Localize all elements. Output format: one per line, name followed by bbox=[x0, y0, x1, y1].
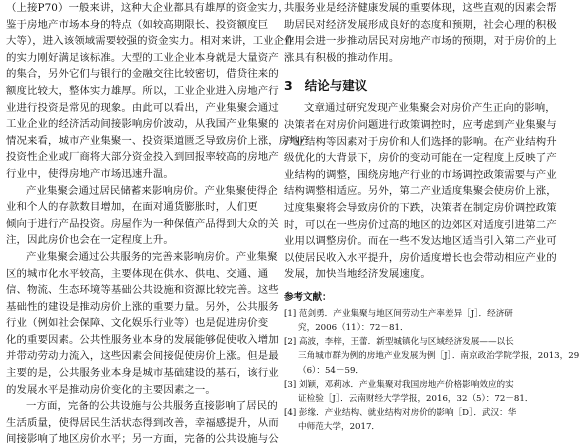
text-line: 并带动劳动力流入，这些因素会间接促使房价上涨。但是最 bbox=[6, 350, 279, 363]
text-line: 级优化的大背景下，房价的变动可能在一定程度上反映了产 bbox=[284, 152, 557, 165]
text-line: 业结构的调整，围绕房地产行业的市场调控政策需要与产业 bbox=[284, 168, 557, 181]
text-line: 决策者在对房价问题进行政策调控时，应考虑到产业集聚与 bbox=[284, 118, 557, 131]
continued-paragraph bbox=[284, 0, 557, 66]
text-line: 情况来看，城市产业集聚一、投资渠道匮乏导致房价上涨，房地产 bbox=[6, 134, 311, 147]
reference-item bbox=[284, 307, 550, 335]
reference-line: [1] 范剑勇．产业集聚与地区间劳动生产率差异［J］．经济研 bbox=[284, 308, 513, 319]
text-line: 过度集聚将会导致房价的下跌，决策者在制定房价调控政策 bbox=[284, 201, 557, 214]
reference-line: [4] 彭缘．产业结构、就业结构对房价的影响［D］．武汉：华 bbox=[284, 408, 517, 419]
text-line: 共服务业是经济健康发展的重要体现，这些直观的因素会帮 bbox=[284, 2, 557, 14]
text-line: 额度比较大，整体实力雄厚。所以，工业企业进入房地产行 bbox=[6, 84, 279, 97]
text-line: 的发展水平是推动房价变化的主要因素之一。 bbox=[6, 383, 216, 396]
text-line: 产业集聚会通过公共服务的完善来影响房价。产业集聚 bbox=[26, 250, 278, 263]
text-line: 涨具有积极的推动作用。 bbox=[284, 51, 400, 64]
text-line: 产业结构等因素对于房价和人们选择的影响。在产业结构升 bbox=[284, 135, 557, 148]
reference-line: 证检验［J］．云南财经大学学报，2016，32（5）：72－81． bbox=[298, 394, 534, 405]
right-column bbox=[284, 0, 579, 435]
section-heading bbox=[284, 70, 550, 100]
text-line: 信、物流、生态环境等基础公共设施和资源比较完善。这些 bbox=[6, 284, 279, 297]
text-line: 一方面，完备的公共设施与公共服务直接影响了居民的 bbox=[26, 400, 278, 413]
text-line: 的实力刚好满足该标准。大型的工业企业本身就是大量资产 bbox=[6, 51, 279, 64]
text-line: 产业集聚会通过居民储蓄来影响房价。产业集聚使得企 bbox=[26, 184, 278, 197]
text-line: 大等），进入该领域需要较强的资金实力。相对来讲，工业企业 bbox=[6, 35, 295, 48]
text-line: 文章通过研究发现产业集聚会对房价产生正向的影响， bbox=[304, 102, 556, 115]
text-line: 结构调整相适应。另外，第二产业适度集聚会使房价上涨， bbox=[284, 185, 557, 198]
text-line: 主要的是，公共服务业本身是城市基础建设的基石，该行业 bbox=[6, 367, 279, 380]
text-line: 基础性的建设是推动房价上涨的重要力量。另外，公共服务 bbox=[6, 300, 279, 313]
reference-item bbox=[284, 406, 550, 434]
reference-line: （6）：54－59． bbox=[298, 365, 365, 376]
text-line: 化的重要因素。公共性服务业本身的发展能够促使收入增加 bbox=[6, 333, 279, 346]
text-line: 业和个人的存款数目增加，在面对通货膨胀时，人们更 bbox=[6, 201, 258, 214]
text-line: 行业（例如社会保障、文化娱乐行业等）也是促进房价变 bbox=[6, 317, 269, 330]
text-line: 时，可以在一些房价过高的地区的边郊区对适度引进第二产 bbox=[284, 218, 557, 231]
text-line: 助居民对经济发展形成良好的态度和预期，社会心理的积极 bbox=[284, 18, 557, 31]
reference-line: 究，2006（11）：72－81． bbox=[298, 323, 409, 334]
text-line: 生活质量，使得居民生活状态得到改善，幸福感提升，从而 bbox=[6, 416, 279, 429]
text-line: 发展，加快当地经济发展速度。 bbox=[284, 268, 431, 281]
text-line: （上接P70）一般来讲，这种大企业都具有雄厚的资金实力， bbox=[6, 2, 289, 14]
text-line: 鉴于房地产市场本身的特点（如较高期限长、投资额度巨 bbox=[6, 18, 269, 31]
reference-line: [2] 高波，李梓，王蕾．新型城镇化与区域经济发展——以长 bbox=[284, 337, 514, 348]
reference-line: 三角城市群为例的房地产业发展为例［J］．南京政治学院学报，2013，29 bbox=[298, 351, 579, 362]
text-line: 倾向于进行产品投资。房屋作为一种保值产品得到大众的关 bbox=[6, 217, 279, 230]
text-line: 投资性企业或厂商将大部分资金投入到回报率较高的房地产 bbox=[6, 151, 279, 164]
reference-item bbox=[284, 335, 579, 378]
section-title: 结论与建议 bbox=[304, 78, 368, 94]
text-line: 间接影响了地区房价水平；另一方面，完备的公共设施与公 bbox=[6, 433, 279, 446]
text-line: 以使居民收入水平提升，房价适度增长也会带动相应产业的 bbox=[284, 251, 557, 264]
text-line: 业用以调整房价。而在一些不发达地区适当引入第二产业可 bbox=[284, 235, 557, 248]
text-line: 业进行投资是常见的现象。由此可以看出，产业集聚会通过 bbox=[6, 101, 279, 114]
reference-line: [3] 刘颖，邓莉冰．产业集聚对我国房地产价格影响效应的实 bbox=[284, 379, 514, 390]
text-line: 工业企业的经济活动间接影响房价波动，从我国产业集聚的 bbox=[6, 118, 279, 131]
text-line: 注，因此房价也会在一定程度上升。 bbox=[6, 234, 174, 247]
text-line: 区的城市化水平较高，主要体现在供水、供电、交通、通 bbox=[6, 267, 269, 280]
section-number: 3 bbox=[284, 77, 293, 93]
reference-item bbox=[284, 378, 550, 406]
conclusion-body bbox=[284, 100, 557, 283]
references-title: 参考文献： bbox=[284, 291, 332, 303]
text-line: 的集合，另外它们与银行的金融交往比较密切，借贷往来的 bbox=[6, 68, 279, 81]
reference-line: 中师范大学，2017． bbox=[298, 422, 381, 433]
text-line: 作用会进一步推动居民对房地产市场的预期，对于房价的上 bbox=[284, 35, 557, 48]
references-list bbox=[284, 307, 579, 435]
text-line: 行业中，使得房地产市场迅速升温。 bbox=[6, 167, 174, 180]
